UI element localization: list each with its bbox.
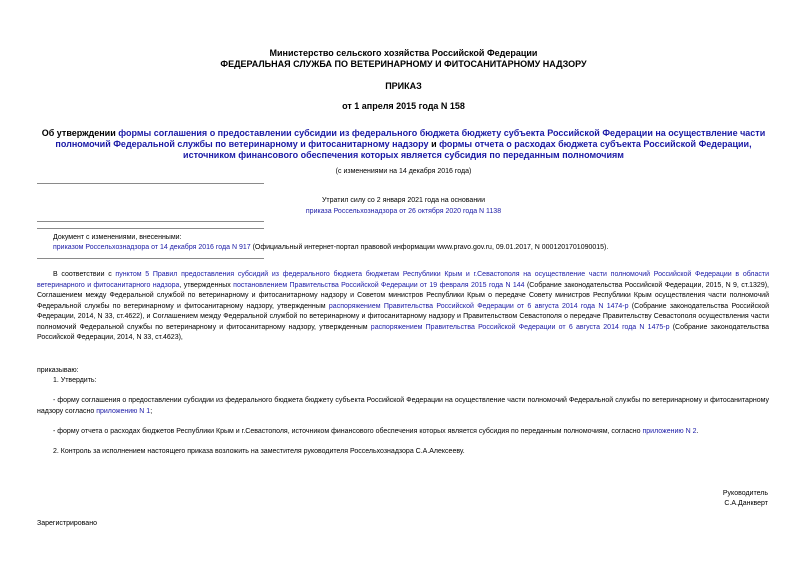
amendments-line (53, 243, 773, 253)
ministry-name: Министерство сельского хозяйства Российской Федерации (269, 48, 538, 58)
order-item-2: 2. Контроль за исполнением настоящего приказа возложить на заместителя руководителя Россельхознадзора С.А.Алексееву. (53, 448, 465, 455)
appendix-1-link[interactable]: приложению N 1 (96, 407, 151, 415)
expired-link-row (0, 207, 807, 217)
doc-type: ПРИКАЗ (385, 81, 422, 91)
order-1474-link[interactable]: распоряжением Правительства Российской Федерации от 6 августа 2014 года N 1474-р (328, 302, 629, 310)
amendment-source: (Официальный интернет-портал правовой информации www.pravo.gov.ru, 09.01.2017, N 0001201701090015). (250, 244, 609, 251)
title-link-report-form-cont[interactable]: источником финансового обеспечения которых является субсидия по переданным полномочиям (183, 150, 624, 160)
order-item-1a-end: ; (150, 407, 153, 415)
rules-item5-link[interactable]: пунктом 5 Правил предоставления субсидий из федерального бюджета бюджетам Республики Крым и г.Севастополя на осуществление части полномочий Российской Федерации в области ветеринарного и фитосанитарного надзора (37, 271, 770, 289)
title-conjunction: и (428, 139, 440, 149)
divider (37, 228, 264, 229)
order-1475-link[interactable]: распоряжением Правительства Российской Федерации от 6 августа 2014 года N 1475-р (370, 323, 670, 331)
preamble-text: В соответствии с (53, 271, 116, 278)
divider (37, 258, 264, 259)
divider (37, 183, 264, 184)
title-prefix: Об утверждении (41, 128, 119, 138)
order-item-1b-end: . (696, 428, 699, 435)
order-item-1a-text: - форму соглашения о предоставлении субсидии из федерального бюджета бюджету субъекта Российской Федерации на осуществление части полномочий Федеральной службы по ветеринарному и фитосанитарному надзору согласно (37, 397, 769, 415)
preamble-paragraph (37, 270, 769, 344)
expired-order-link[interactable]: приказа Россельхознадзора от 26 октября 2020 года N 1138 (305, 208, 502, 215)
signatory-name: С.А.Данкверт (724, 500, 768, 507)
expired-note: Утратил силу со 2 января 2021 года на основании (321, 197, 486, 204)
registered-label: Зарегистрировано (37, 520, 97, 527)
service-name: ФЕДЕРАЛЬНАЯ СЛУЖБА ПО ВЕТЕРИНАРНОМУ И ФИТОСАНИТАРНОМУ НАДЗОРУ (220, 59, 587, 69)
preamble-text: (Собрание законодательства Российской Федерации, 2014, N 33, ст.4623), (37, 323, 769, 341)
preamble-text: , утвержденных (179, 281, 234, 289)
order-item-1: 1. Утвердить: (53, 377, 97, 384)
order-item-1a (37, 396, 769, 417)
title-link-report-form[interactable]: формы отчета о расходах бюджета субъекта Российской Федерации, (439, 139, 752, 149)
title-link-agreement-form-cont[interactable]: полномочий Федеральной службы по ветеринарному и фитосанитарному надзору (55, 139, 429, 149)
doc-date-number: от 1 апреля 2015 года N 158 (342, 101, 465, 111)
document-title (0, 128, 807, 161)
order-item-1b-text: - форму отчета о расходах бюджетов Республики Крым и г.Севастополя, источником финансового обеспечения которых является субсидия по переданным полномочиям, согласно (53, 428, 643, 435)
signatory-role: Руководитель (722, 490, 768, 497)
order-command: приказываю: (37, 367, 79, 374)
government-decree-144-link[interactable]: постановлением Правительства Российской Федерации от 19 февраля 2015 года N 144 (233, 281, 525, 289)
preamble-text: (Собрание законодательства Российской Федерации, 2014, N 33, ст.4622), и Соглашением между Федеральной службой по ветеринарному и фитосанитарному надзору и Правительством Севастополя о передаче Правительству Севастополя осуществления части полномочий Федеральной службы по ветеринарному и фитосанитарному надзору, утвержденным (37, 302, 770, 331)
preamble-text: (Собрание законодательства Российской Федерации, 2015, N 9, ст.1329), Соглашением между Федеральной службой по ветеринарному и фитосанитарному надзору и Советом министров Республики Крым о передаче Совету министров Республики Крым осуществления части полномочий Федеральной службы по ветеринарному и фитосанитарному надзору, утвержденным (37, 281, 769, 310)
amendments-heading: Документ с изменениями, внесенными: (53, 234, 182, 241)
amendment-order-link[interactable]: приказом Россельхознадзора от 14 декабря 2016 года N 917 (53, 244, 251, 251)
divider (37, 221, 264, 222)
changes-note: (с изменениями на 14 декабря 2016 года) (335, 168, 472, 175)
order-item-1b (53, 427, 773, 437)
title-link-agreement-form[interactable]: формы соглашения о предоставлении субсидии из федерального бюджета бюджету субъекта Российской Федерации на осуществление части (118, 128, 766, 138)
appendix-2-link[interactable]: приложению N 2 (642, 428, 697, 435)
